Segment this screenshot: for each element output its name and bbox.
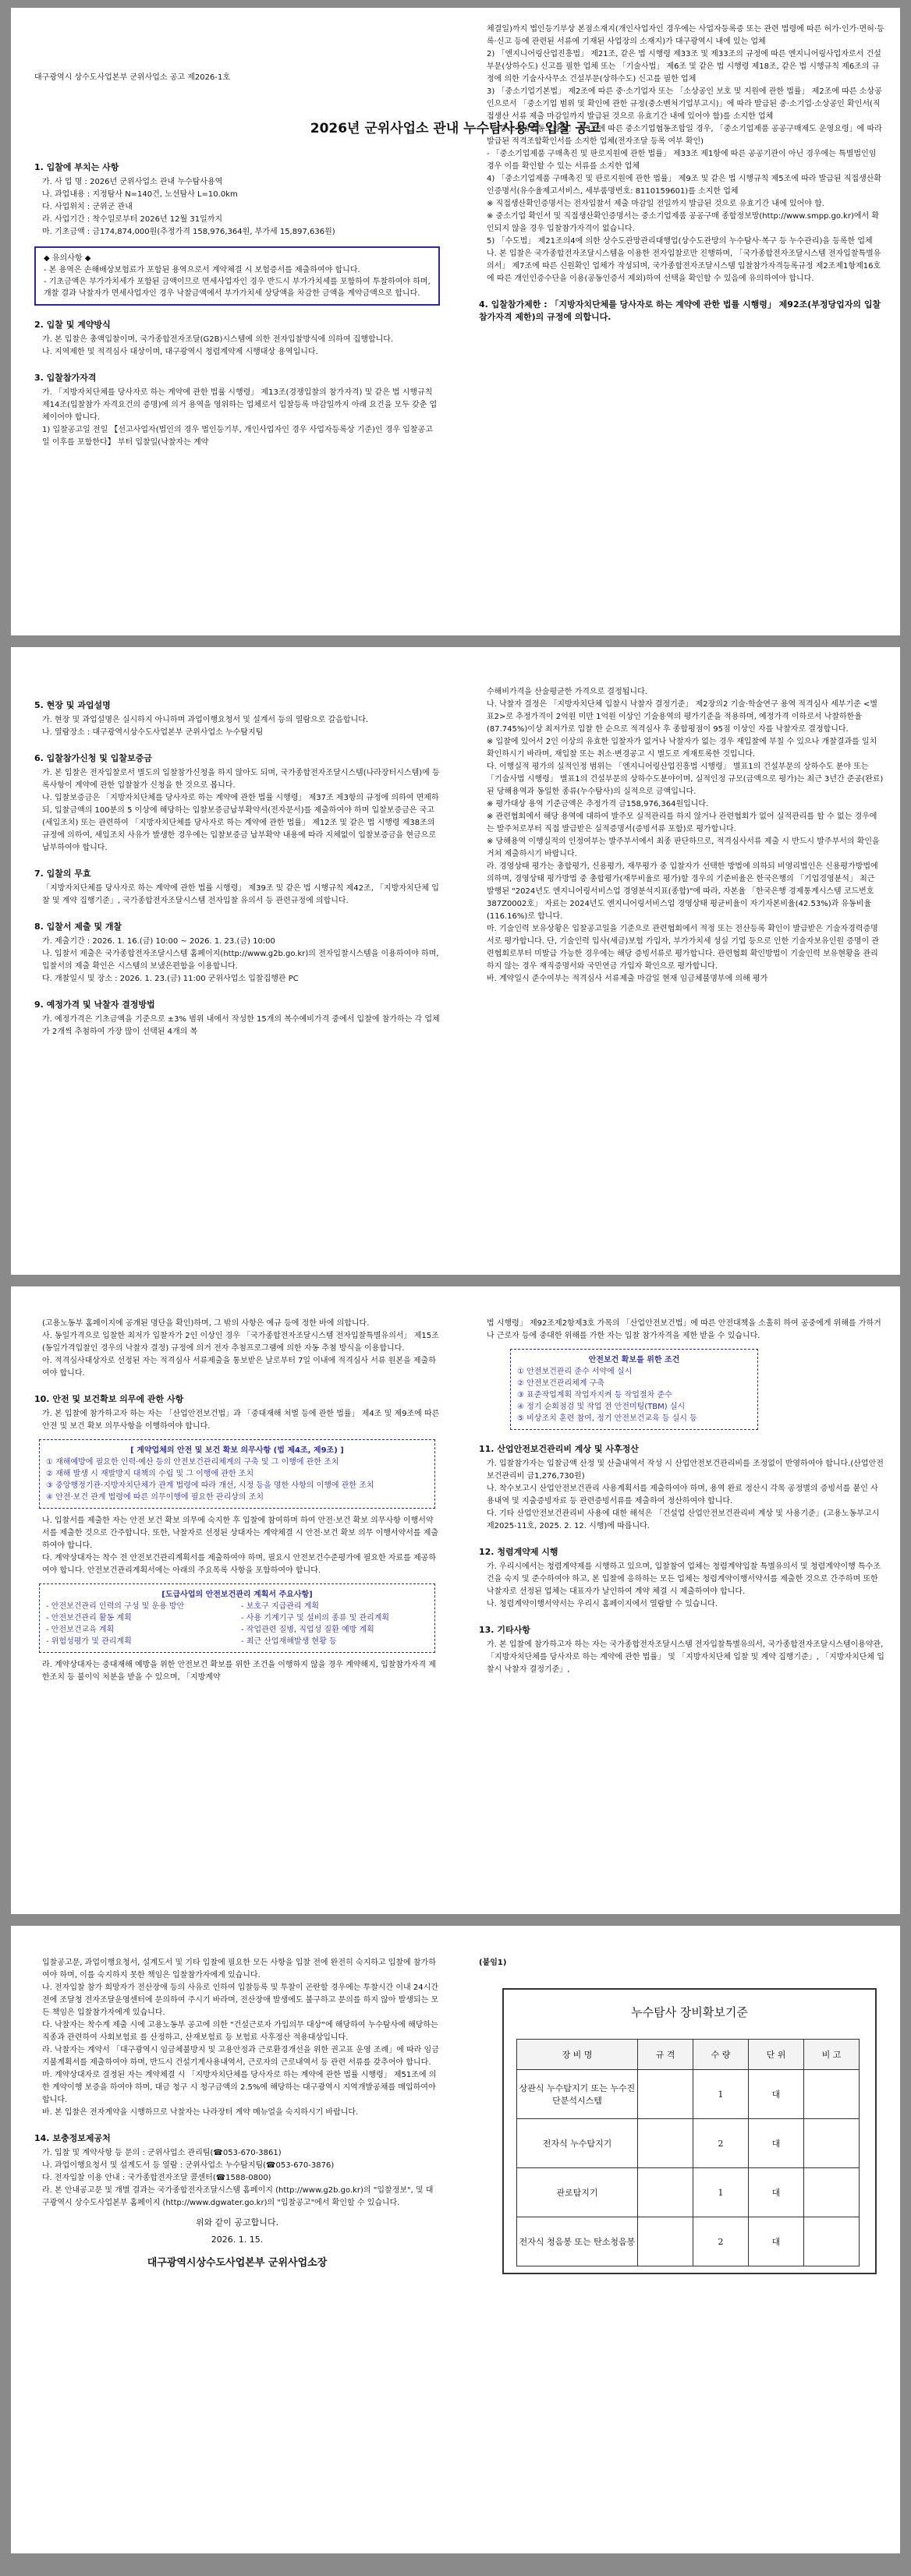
- section-list: [479, 1458, 884, 1533]
- section-list: [34, 936, 440, 985]
- equipment-table: [516, 2039, 860, 2266]
- text-line: 라. 본 안내공고문 및 개별 결과는 국가종합전자조달시스템 홈페이지 (http://www.g2b.go.kr)의 "입찰정보", 및 대구광역시 상수도사업본부 홈페이지 (http://www.dgwater.go.kr)의 "입찰공고"에서 확인할 수 있습니다.: [42, 2186, 434, 2207]
- safety-condition-label: 안전보건 확보를 위한 조건: [588, 1356, 680, 1364]
- page2-right-column: [479, 686, 884, 1275]
- text-line: 가. 본 입찰에 참가하고자 하는 자는 「산업안전보건법」과 「중대재해 처벌 등에 관한 법률」 제4조 및 제9조에 따른 안전 및 보건 확보 의무사항을 이행하여야 합니다.: [42, 1410, 440, 1431]
- text-line: 가. 우리시에서는 청렴계약제를 시행하고 있으며, 입찰참여 업체는 청렴계약입찰 특별유의서 및 청렴계약이행 특수조건을 숙지 및 준수하여야 하고, 본 입찰에 응하하는 모든 업체는 청렴계약이행서약서를 제출한 것으로 간주하며 또한 낙찰자로 선정된 업체는 대표자가 날인하여 계약 체결 시 제출하여야 합니다.: [487, 1562, 881, 1596]
- safety-plan-label: [도급사업의 안전보건관리 계획서 주요사항]: [161, 1591, 313, 1599]
- equipment-table-title: 누수탐사 장비확보기준: [631, 2005, 748, 2019]
- text-line: - 본 용역은 손해배상보험료가 포함된 용역으로서 계약체결 시 보험증서를 제출하여야 합니다.: [44, 266, 360, 274]
- section-heading: 1. 입찰에 부치는 사항: [34, 162, 119, 172]
- section-heading: 9. 예정가격 및 낙찰자 결정방법: [34, 1000, 155, 1010]
- text-line: 라. 경영상태 평가는 총합평가, 신용평가, 재무평가 중 입찰자가 선택한 방법에 의하되 비영리법인은 신용평가방법에 의하며, 경영상태 평가방법 중 총합평가(재무비율로 평가)할 경우의 기준비율은 한국은행의 「기업경영분석」 최근 발행된 "2024년도 엔지니어링서비스업 경영분석지표(종합)"에 따라, 자본율 「한국은행 경제통계시스템 코드번호 387Z0002호」 자료는 2024년도 엔지니어링서비스업 경영상태 평균비율이 자기자본비율(42.53%)과 유동비율(116.16%)로 합니다.: [487, 862, 878, 921]
- text-line: ③ 표준작업계획 작업자지켜 등 작업절차 준수: [517, 1391, 672, 1399]
- section-heading: 10. 안전 및 보건확보 의무에 관한 사항: [34, 1394, 184, 1404]
- safety-plan-columns: [46, 1601, 428, 1647]
- text-line: ※ 중소기업 확인서 및 직접생산확인증명서는 중소기업제품 공공구매 종합정보망(http://www.smpp.go.kr)에서 확인되지 않을 경우 입찰참가자격이 없습니다.: [487, 212, 879, 233]
- page4-left-column: [34, 1957, 440, 2553]
- text-line: 마. 계약상대자로 결정된 자는 계약체결 시 「지방자치단체를 당사자로 하는 계약에 관한 법률 시행령」 제51조에 의한 계약이행 보증을 하여야 하며, 대금 청구 시 청구금액의 2.5%에 해당하는 대구광역시 지역개발공채를 매입하여야 합니다.: [42, 2071, 437, 2104]
- document-page-3: [11, 1286, 900, 1914]
- page1-left-column: [34, 148, 440, 635]
- text-line: 5) 「수도법」 제21조의4에 의한 상수도관망관리대행업(상수도관망의 누수탐사·복구 등 누수관리)을 등록한 업체: [487, 237, 873, 246]
- table-row: [517, 2168, 860, 2217]
- table-cell: 대: [749, 2119, 804, 2168]
- text-line: ① 재해예방에 필요한 인력·예산 등의 안전보건관리체계의 구축 및 그 이행에 관한 조치: [46, 1458, 339, 1467]
- section-list: [479, 1639, 884, 1676]
- text-line: 다. 전자입찰 이용 안내 : 국가종합전자조달 콜센터(☎1588-0800): [42, 2174, 271, 2182]
- text-line: 가. 제출기간 : 2026. 1. 16.(금) 10:00 ~ 2026. 1. 23.(금) 10:00: [42, 937, 275, 946]
- text-line: 3) 「중소기업기본법」 제2조에 따른 중·소기업자 또는 「소상공인 보호 및 지원에 관한 법률」 제2조에 따른 소상공인으로서 「중소기업 범위 및 확인에 관한 규정(중소벤처기업부고시)」에 따라 발급된 중·소기업·소상공인 확인서(직접생산 서류 제출 마감일까지 발급된 것으로 유효기간 내에 있어야 함)를 소지한 업체: [487, 87, 882, 121]
- safety-condition-box: [510, 1349, 758, 1430]
- text-line: ① 안전보건관리 준수 서약에 실시: [517, 1368, 633, 1376]
- table-cell: 관로탐지기: [517, 2168, 638, 2217]
- text-line: ※ 당해용역 이행실적의 인정여부는 발주부서에서 최종 판단하므로, 적격심사서류 제출 시 반드시 발주부서의 확인을 거쳐 제출하시기 바랍니다.: [487, 837, 880, 858]
- text-line: - 안전보건관리 인력의 구성 및 운용 방안: [46, 1602, 185, 1611]
- section-list: [34, 1659, 440, 1684]
- text-line: 2) 「엔지니어링산업진흥법」 제21조, 같은 법 시행령 제33조 및 제33조의 규정에 따른 엔지니어링사업자로서 건설부문(상하수도) 신고를 필한 업체 또는 「기술사법」 제6조 및 같은 법 시행령 제18조, 같은 법 시행규칙 제6조의 규정에 의한 기술사사무소 건설부문(상하수도) 신고를 필한 업체: [487, 50, 881, 83]
- table-cell: [804, 2168, 860, 2217]
- section-heading: 5. 현장 및 과업설명: [34, 700, 111, 710]
- section-heading: 11. 산업안전보건관리비 계상 및 사후정산: [479, 1444, 639, 1454]
- text-line: - 보호구 지급관리 계획: [241, 1602, 320, 1611]
- section-heading: 12. 청렴계약제 시행: [479, 1547, 558, 1557]
- page4-right-column: [479, 1957, 884, 2553]
- text-line: 나. 입찰서 제출은 국가종합전자조달시스템 홈페이지(http://www.g2b.go.kr)의 전자입찰시스템을 이용하여야 하며, 입찰서의 제출 확인은 시스템의 보냈은편함을 이용합니다.: [42, 950, 439, 971]
- section-heading: 2. 입찰 및 계약방식: [34, 320, 111, 330]
- table-header-cell: 장 비 명: [517, 2040, 638, 2070]
- notice-box: [34, 246, 440, 306]
- text-line: 라. 낙찰자는 계약서 「대구광역시 임금체불방지 및 고용안정과 근로환경개선을 위한 권고표 운영 조례」에 따라 임금지불계획서를 제출하여야 하며, 반드시 건설기계사용내역서, 근로자의 근로내역서 등 관련 서류를 갖추어야 합니다.: [42, 2046, 439, 2067]
- text-line: ④ 안전·보건 관계 법령에 따른 의무이행에 필요한 관리상의 조치: [46, 1493, 264, 1502]
- table-header-cell: 규 격: [638, 2040, 693, 2070]
- issuer-signature: 대구광역시상수도사업본부 군위사업소장: [147, 2257, 328, 2269]
- text-line: - 작업관련 질병, 직업성 질환 예방 계획: [241, 1626, 374, 1634]
- section-list: [34, 1957, 440, 2119]
- text-line: ⑤ 비상조치 훈련 참여, 정기 안전보건교육 등 실시 등: [517, 1414, 697, 1423]
- obligation-list: [46, 1456, 428, 1503]
- continued-text: 수해비가격을 산술평균한 가격으로 결정됩니다.: [487, 688, 647, 696]
- section-heading: 4. 입찰참가제한 : 「지방자치단체를 당사자로 하는 계약에 관한 법률 시행령」 제92조(부정당업자의 입찰 참가자격 제한)의 규정에 의합니다.: [479, 299, 881, 322]
- text-line: 가. 예정가격은 기초금액을 기준으로 ±3% 범위 내에서 작성한 15개의 복수예비가격 중에서 입찰에 참가하는 각 업체가 2개씩 추첨하여 가장 많이 선택된 4개의 복: [42, 1015, 440, 1036]
- text-line: 체결일)까지 법인등기부상 본점소재지(개인사업자인 경우에는 사업자등록증 또는 관련 법령에 따른 허가·인가·면허·등록·신고 등에 관련된 서류에 기재된 사업장의 소재지)가 대구광역시 내에 있는 업체: [487, 25, 884, 46]
- text-line: 나. 과업이행요청서 및 설계도서 등 열람 : 군위사업소 누수탐지팀(☎053-670-3876): [42, 2161, 335, 2170]
- text-line: 사. 동일가격으로 입찰한 최저가 입찰자가 2인 이상인 경우 「국가종합전자조달시스템 전자입찰특별유의서」 제15조(동일가격입찰인 경우의 낙찰자 결정) 규정에 의거 전자 추첨프로그램에 의한 자동 추첨 방식을 이용합니다.: [42, 1332, 439, 1353]
- table-cell: [638, 2217, 693, 2266]
- text-line: 다. 계약상대자는 착수 전 안전보건관리계획서를 제출하여야 하며, 필요시 안전보건수준평가에 필요한 자료를 제공하여야 합니다. 안전보건관리계획서에는 아래의 주요목록 사항을 포함하여야 합니다.: [42, 1554, 437, 1575]
- text-line: - 「중소기업제품 구매촉진 및 판로지원에 관한 법률」 제33조 제1항에 따른 공공기관이 아닌 경우에는 특별법인임 경우 이를 확인할 수 있는 서류를 소지한 업체: [487, 150, 877, 171]
- text-line: 라. 계약상대자는 중대재해 예방을 위한 안전보건 확보를 위한 조건을 이행하지 않을 경우 계약해지, 입찰참가자격 제한조치 등 불이익 처분을 받을 수 있으며, 「지방계약: [42, 1661, 436, 1682]
- table-header-cell: 수 량: [693, 2040, 749, 2070]
- equipment-table-header: [517, 2040, 860, 2070]
- table-cell: [638, 2070, 693, 2119]
- text-line: 가. 본 입찰에 참가하고자 하는 자는 국가종합전자조달시스템 전자입찰특별유의서, 국가종합전자조달시스템이용약관, 「지방자치단체를 당사자로 하는 계약에 관한 법률」 및 「지방자치단체 입찰 및 계약 집행기준」, 「지방자치단체 입찰시 낙찰자 결정기준」,: [487, 1640, 884, 1674]
- text-line: - 사용 기계기구 및 설비의 종류 및 관리계획: [241, 1614, 390, 1622]
- page3-left-column: [34, 1318, 440, 1914]
- text-line: ② 재해 발생 시 재발방지 대책의 수립 및 그 이행에 관한 조치: [46, 1470, 254, 1478]
- safety-plan-box: [39, 1583, 435, 1653]
- closing-statement: 위와 같이 공고합니다.: [195, 2217, 279, 2227]
- text-line: 가. 입찰 및 계약사항 등 문의 : 군위사업소 관리팀(☎053-670-3861): [42, 2149, 282, 2157]
- table-cell: 전자식 누수탐지기: [517, 2119, 638, 2168]
- text-line: ④ 정기 순회점검 및 작업 전 안전미팅(TBM) 실시: [517, 1403, 686, 1411]
- text-line: 「지방자치단체를 당사자로 하는 계약에 관한 법률 시행령」 제39조 및 같은 법 시행규칙 제42조, 「지방자치단체 입찰 및 계약 집행기준」, 국가종합전자조달시스템 전자입찰 유의서 등 관련규정에 의합니다.: [42, 884, 439, 905]
- document-title: 2026년 군위사업소 관내 누수탐사용역 입찰 공고: [310, 121, 601, 136]
- table-row: [517, 2119, 860, 2168]
- table-header-cell: 단 위: [749, 2040, 804, 2070]
- text-line: - 위험성평가 및 관리계획: [46, 1637, 132, 1646]
- table-row: [517, 2217, 860, 2266]
- text-line: 아. 적격심사대상자로 선정된 자는 적격심사 서류제출을 통보받은 날로부터 7일 이내에 적격심사 서류 원본을 제출하여야 합니다.: [42, 1357, 436, 1378]
- text-line: 가. 본 입찰은 전자입찰로서 별도의 입찰참가신청을 하지 않아도 되며, 국가종합전자조달시스템(나라장터시스템)에 등록사항이 계약에 관한 입찰참가 신청을 한 것으로 봅니다.: [42, 769, 440, 790]
- section-list: [479, 1561, 884, 1611]
- page2-left-column: [34, 686, 440, 1275]
- section-list: [479, 23, 884, 285]
- text-line: ※ 평가대상 용역 기준금액은 추정가격 금158,976,364원입니다.: [487, 800, 709, 809]
- document-page-4: [11, 1926, 900, 2553]
- text-line: 1) 입찰공고일 전일 【선고사업자(법인의 경우 법인등기부, 개인사업자인 경우 사업자등록상 기준)인 경우 입찰공고일 이후를 포함한다】 부터 입찰일(낙찰자는 계약: [42, 426, 433, 447]
- obligation-box-label: [ 계약업체의 안전 및 보건 확보 의무사항 (법 제4조, 제9조) ]: [130, 1446, 344, 1455]
- section-list: [34, 714, 440, 739]
- table-cell: [804, 2070, 860, 2119]
- section-heading: 14. 보충정보제공처: [34, 2133, 111, 2143]
- text-line: 가. 현장 및 과업설명은 실시하지 아니하며 과업이행요청서 및 설계서 등의 열람으로 갈음합니다.: [42, 716, 369, 724]
- table-cell: 1: [693, 2168, 749, 2217]
- text-line: 법 시행령」 제92조제2항제3호 가목의 「산업안전보건법」에 따른 안전대책을 소홀히 하여 공중에게 위해를 가하거나 근로자 등에 중대한 위해를 가한 자는 입찰 참가자격을 제한 받을 수 있습니다.: [487, 1319, 881, 1340]
- table-cell: [804, 2119, 860, 2168]
- text-line: - 안전보건관리 활동 계획: [46, 1614, 132, 1622]
- text-line: 나. 전자입찰 참가 희망자가 전산장애 등의 사유로 인하여 입찰등록 및 투찰이 곤란할 경우에는 투찰시간 이내 24시간 전에 조달청 전자조달운영센터에 문의하여 주시기 바라며, 전산장애 발생에도 불구하고 문의를 하지 않아 발생되는 모든 책임은 입찰참가자에게 있습니다.: [42, 1983, 439, 2017]
- table-row: [517, 2070, 860, 2119]
- table-cell: 대: [749, 2217, 804, 2266]
- text-line: (고용노동부 홈페이지에 공개된 명단을 확인)하며, 그 밖의 사항은 예규 등에 정한 바에 의합니다.: [42, 1319, 370, 1328]
- safety-plan-right: [241, 1601, 428, 1647]
- text-line: 바. 본 입찰은 전자계약을 시행하므로 낙찰자는 나라장터 계약 메뉴얼을 숙지하시기 바랍니다.: [42, 2108, 359, 2117]
- text-line: 마. 기초금액 : 금174,874,000원(추정가격 158,976,364원, 부가세 15,897,636원): [42, 228, 335, 236]
- text-line: ※ 관련협회에서 해당 용역에 대하여 발주모 실적관리를 하지 않거나 관련협회가 없어 실적관리를 할 수 없는 경우에는 발주처로부터 직접 발급받은 실적증명서(증빙서류 포함)로 평가합니다.: [487, 812, 877, 833]
- text-line: ※ 직접생산확인증명서는 전자입찰서 제출 마감일 전일까지 발급된 것으로 유효기간 내에 있어야 함.: [487, 200, 824, 208]
- page1-right-column: [479, 23, 884, 635]
- text-line: ※ 입찰에 있어서 2인 이상의 유효한 입찰자가 없거나 낙찰자가 없는 경우 재입찰에 부칠 수 있으나 개찰결과를 일치 확인하시기 바라며, 재입찰 또는 취소·변경공고 시 별도로 게재토록한 것입니다.: [487, 738, 877, 759]
- text-line: 가. 본 입찰은 총액입찰이며, 국가종합전자조달(G2B)시스템에 의한 전자입찰방식에 의하여 집행합니다.: [42, 335, 394, 344]
- table-cell: 대: [749, 2168, 804, 2217]
- notice-date: 2026. 1. 15.: [211, 2235, 264, 2245]
- text-line: 다. 이행실적 평가의 실적인정 범위는 「엔지니어링산업진흥법 시행령」 별표1의 건설부문의 상하수도 분야 또는 「기술사법 시행령」 별표1의 건설부문의 상하수도분야이며, 실적인정 규모(금액으로 평가)는 최근 3년간 준공(완료)된 당해용역과 동일한 종류(누수탐사)의 실적으로 금액입니다.: [487, 763, 884, 796]
- equipment-table-body: [517, 2070, 860, 2266]
- section-list: [479, 1318, 884, 1343]
- section-list: [34, 883, 440, 908]
- section-list: [34, 2147, 440, 2210]
- section-list: [479, 699, 884, 985]
- section-list: [34, 334, 440, 359]
- table-header-cell: 비 고: [804, 2040, 860, 2070]
- text-line: 다. 낙찰자는 착수계 제출 시에 고용노동부 공고에 의한 "건설근로자 가입의무 대상"에 해당하여 누수탐사에 해당하는 직종과 관련하여 사회보험료 를 산정하고, 산재보험료 등 보험료 사후정산 적용대상입니다.: [42, 2021, 438, 2042]
- text-line: 나. 열람장소 : 대구광역시상수도사업본부 군위사업소 누수탐지팀: [42, 728, 264, 737]
- text-line: 나. 지역제한 및 적격심사 대상이며, 대구광역시 청렴계약제 시행대상 용역입니다.: [42, 348, 318, 356]
- equipment-table-frame: [502, 1988, 877, 2274]
- section-list: [34, 1014, 440, 1039]
- section-heading: 13. 기타사항: [479, 1625, 530, 1635]
- text-line: 나. 본 입찰은 국가종합전자조달시스템을 이용한 전자입찰로만 진행하며, 「국가종합전자조달시스템 전자입찰특별유의서」 제7조에 따른 신원확인 업체가 작성되며, 국가종합전자조달시스템 입찰참가자격등록규정 제2조제1항제16호에 따른 개인인증수단을 이용(공동인증서 제외)하여 선택을 확인할 수 있음에 유의하여야 합니다.: [487, 249, 881, 283]
- text-line: 입찰공고문, 과업이행요청서, 설계도서 및 기타 입찰에 필요한 모든 사항을 입찰 전에 완전히 숙지하고 입찰에 참가하여야 하며, 이를 숙지하지 못한 책임은 입찰참가자에게 있습니다.: [42, 1959, 436, 1980]
- section-list: [34, 176, 440, 239]
- section-heading: 8. 입찰서 제출 및 개찰: [34, 922, 122, 932]
- section-heading: 6. 입찰참가신청 및 입찰보증금: [34, 753, 152, 763]
- text-line: 나. 청렴계약이행서약서는 우리시 홈페이지에서 열람할 수 있습니다.: [487, 1600, 718, 1608]
- table-cell: 전자식 청음봉 또는 탄소청음봉: [517, 2217, 638, 2266]
- text-line: 다. 개찰일시 및 장소 : 2026. 1. 23.(금) 11:00 군위사업소 입찰집행관 PC: [42, 975, 299, 983]
- text-line: - 기초금액은 부가가치세가 포함된 금액이므로 면세사업자인 경우 반드시 부가가치세를 포함하여 투찰하여야 하며, 개찰 결과 낙찰자가 면세사업자인 경우 낙찰금액에서 부가가치세 상당액을 차감한 금액을 계약금액으로 합니다.: [44, 278, 431, 298]
- text-line: 나. 입찰서를 제출한 자는 안전 보건 확보 의무에 숙지한 후 입찰에 참여하며 하여 안전·보건 확보 의무사항 이행서약서를 제출한 것으로 간주합니다. 또한, 낙찰자로 선정된 상대자는 계약체결 시 안전·보건 확보 의무 이행서약서를 제출하여야 합니다.: [42, 1516, 439, 1550]
- section-heading: 3. 입찰참가자격: [34, 373, 97, 383]
- text-line: 4) 「중소기업제품 구매촉진 및 판로지원에 관한 법률」 제9조 및 같은 법 시행규칙 제5조에 따라 발급된 직접생산확인증명서(유수율제고서비스, 세부품명번호: 8110159601)를 소지한 업체: [487, 175, 882, 196]
- table-cell: [638, 2119, 693, 2168]
- text-line: - 안전보건교육 계획: [46, 1626, 115, 1634]
- table-cell: 1: [693, 2070, 749, 2119]
- safety-plan-left: [46, 1601, 233, 1647]
- text-line: 가. 「지방자치단체를 당사자로 하는 계약에 관한 법률 시행령」 제13조(경쟁입찰의 참가자격) 및 같은 법 시행규칙 제14조(입찰참가 자격요건의 증명)에 의거 용역을 영위하는 업체로서 입찰등록 마감일까지 아래 요건을 모두 갖춘 업체이어야 합니다.: [42, 388, 438, 422]
- notice-number: 대구광역시 상수도사업본부 군위사업소 공고 제2026-1호: [34, 73, 230, 82]
- table-cell: 대: [749, 2070, 804, 2119]
- safety-condition-list: [517, 1366, 751, 1424]
- text-line: 바. 계약일시 준수여부는 적격심사 서류제출 마감일 현재 임금체불명부에 의해 평가: [487, 975, 768, 983]
- notice-box-lines: [44, 253, 431, 299]
- section-heading: 7. 입찰의 무효: [34, 869, 91, 879]
- section-list: [34, 1408, 440, 1433]
- text-line: 라. 사업기간 : 착수일로부터 2026년 12월 31일까지: [42, 215, 223, 224]
- document-page-2: [11, 647, 900, 1275]
- section-list: [34, 1515, 440, 1577]
- page3-right-column: [479, 1318, 884, 1914]
- table-cell: 2: [693, 2217, 749, 2266]
- table-cell: [804, 2217, 860, 2266]
- document-page-1: [11, 8, 900, 635]
- text-line: ③ 중앙행정기관·지방자치단체가 관계 법령에 따라 개선, 시정 등을 명한 사항의 이행에 관한 조치: [46, 1481, 374, 1490]
- text-line: 나. 착수보고시 산업안전보건관리 사용계획서를 제출하여야 하며, 용역 완료 정산시 각목 공정별의 증빙서를 붙인 사용내역 및 지출증빙자료 등 관련증빙서류를 제출하여 정산하여야 합니다.: [487, 1484, 878, 1506]
- text-line: ② 안전보건관리체계 구축: [517, 1379, 604, 1388]
- text-line: 나. 과업내용 : 지정탐사 N=140건, 노선탐사 L=10.0km: [42, 190, 238, 199]
- text-line: 가. 입찰참가자는 입찰금액 산정 및 산출내역서 작성 시 산업안전보건관리비를 조정없이 반영하여야 합니다.(산업안전보건관리비 금1,276,730원): [487, 1460, 884, 1481]
- text-line: 나. 낙찰자 결정은 「지방자치단체 입찰시 낙찰자 결정기준」 제2장의2 기술·학술연구 용역 적격심사 세부기준 <별표2>로 추정가격이 2억원 미만 1억원 이상인 기술용역의 평가기준을 적용하며, 예정가격 이하로서 낙찰하한율(87.745%)이상 최저가로 입찰 한 순으로 적격심사 후 종합평점이 95점 이상인 자를 낙찰자로 결정합니다.: [487, 700, 877, 734]
- text-line: 다. 사업위치 : 군위군 관내: [42, 203, 133, 211]
- table-cell: 2: [693, 2119, 749, 2168]
- appendix-tag: (붙임1): [479, 1959, 507, 1967]
- text-line: 다. 기타 산업안전보건관리비 사용에 대한 해석은 「건설업 산업안전보건관리비 계상 및 사용기준」(고용노동부고시 제2025-11호, 2025. 2. 12. 시행)에 따릅니다.: [487, 1509, 880, 1530]
- section-list: [34, 1318, 440, 1380]
- text-line: ◆ 유의사항 ◆: [44, 254, 91, 263]
- text-line: 나. 입찰보증금은 「지방자치단체를 당사자로 하는 계약에 관한 법률 시행령」 제37조 제3항의 규정에 의하여 면제하되, 입찰금액의 100분의 5 이상에 해당하는 입찰보증금납부확약서(전자문서)를 제출하여야 하며 입찰보증금은 국고(세입조치) 또는 관련하여 「지방자치단체를 당사자로 하는 계약에 관한 법률」 제12조 및 같은 법 시행령 제38조의 규정에 의하여, 세입조치 사유가 발생한 경우에는 입찰보증금 납부확약 내용에 따라 지체없이 입찰보증금을 현금으로 납부하여야 합니다.: [42, 794, 439, 852]
- text-line: 마. 기술인력 보유상황은 입찰공고일을 기준으로 관련협회에서 적정 또는 전산등록 확인이 발급받은 기술자경력증명서로 평가합니다. 단, 기술인력 입사(세금)보험 가입자, 부가가치세 성실 기업 등으로 인한 기술자보유인원 증명이 관련협회로부터 미발급 가능한 경우에는 해당 증빙서류로 평가합니다. 관련협회 확인방법이 기술인력 보유현황을 관리하지 않는 경우 재직증명서와 국민연금 가입자 확인으로 평가합니다.: [487, 925, 880, 971]
- section-list: [34, 767, 440, 855]
- obligation-box: [39, 1439, 435, 1509]
- text-line: - 「중소기업협동조합법」 제3조에 따른 중소기업협동조합일 경우, 「중소기업제품 공공구매제도 운영요령」에 따라 발급된 적격조합확인서를 소지한 업체(전자조달 등록 여부 확인): [487, 125, 882, 146]
- table-cell: 상관식 누수탐지기 또는 누수진단분석시스템: [517, 2070, 638, 2119]
- section-list: [34, 387, 440, 449]
- text-line: 가. 사 업 명 : 2026년 군위사업소 관내 누수탐사용역: [42, 178, 223, 186]
- text-line: - 최근 산업재해발생 현황 등: [241, 1637, 337, 1646]
- table-cell: [638, 2168, 693, 2217]
